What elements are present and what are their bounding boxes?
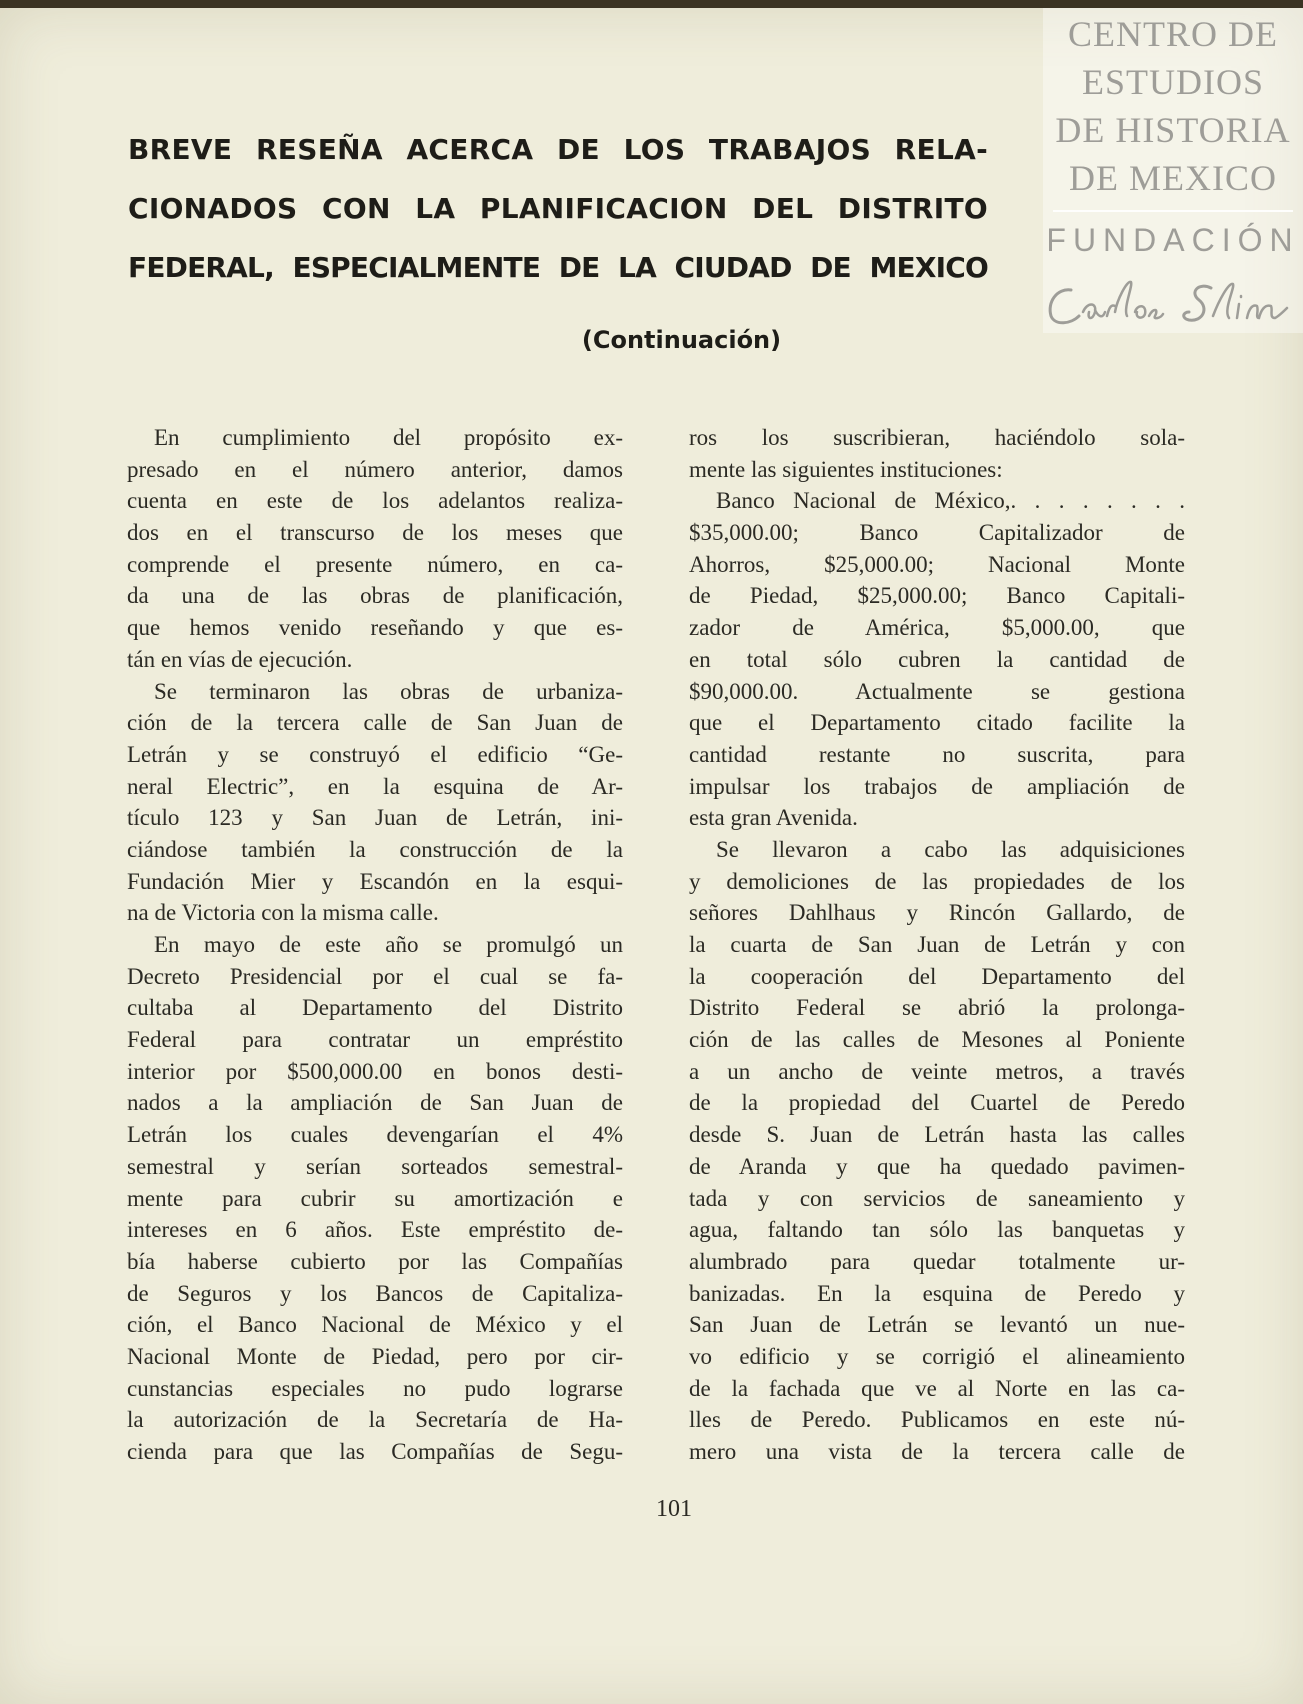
left-column-line: tículo 123 y San Juan de Letrán, ini- — [127, 805, 623, 831]
document-page — [0, 8, 1303, 1704]
right-column-line: la cuarta de San Juan de Letrán y con — [689, 932, 1185, 957]
archive-watermark — [1043, 8, 1303, 333]
left-column-line: cultaba al Departamento del Distrito — [127, 995, 623, 1021]
right-column-line: de Piedad, $25,000.00; Banco Capitali- — [689, 583, 1185, 609]
right-column-line: en total sólo cubren la cantidad de — [689, 646, 1185, 672]
right-column-line: vo edificio y se corrigió el alineamiento — [689, 1343, 1185, 1369]
watermark-line-1: CENTRO DE — [1068, 14, 1278, 54]
signature-logo — [1043, 272, 1293, 332]
left-column-line: mente para cubrir su amortización e — [127, 1185, 623, 1211]
left-column-line: nados a la ampliación de San Juan de — [127, 1090, 623, 1116]
left-column-line: Decreto Presidencial por el cual se fa- — [127, 963, 623, 989]
right-column-line: zador de América, $5,000.00, que — [689, 615, 1185, 641]
right-column-line: cantidad restante no suscrita, para — [689, 741, 1185, 767]
watermark-divider — [1053, 210, 1293, 212]
left-column-line: cienda para que las Compañías de Segu- — [127, 1439, 623, 1464]
left-column-line: cunstancias especiales no pudo lograrse — [127, 1375, 623, 1401]
left-column-line: intereses en 6 años. Este empréstito de- — [127, 1217, 623, 1243]
right-column-line: mero una vista de la tercera calle de — [689, 1439, 1185, 1464]
left-column-line: Federal para contratar un empréstito — [127, 1027, 623, 1053]
right-column-line: alumbrado para quedar totalmente ur- — [689, 1248, 1185, 1274]
right-text-column — [689, 422, 1185, 1468]
left-column-line: na de Victoria con la misma calle. — [127, 900, 439, 926]
watermark-line-3: DE HISTORIA — [1055, 110, 1291, 150]
title-line-3: FEDERAL, ESPECIALMENTE DE LA CIUDAD DE MEXICO — [128, 251, 988, 284]
right-column-line: señores Dahlhaus y Rincón Gallardo, de — [689, 900, 1185, 926]
left-column-line: dos en el transcurso de los meses que — [127, 520, 623, 546]
right-column-line: desde S. Juan de Letrán hasta las calles — [689, 1122, 1185, 1148]
right-column-line: Ahorros, $25,000.00; Nacional Monte — [689, 551, 1185, 577]
right-column-line: agua, faltando tan sólo las banquetas y — [689, 1217, 1185, 1243]
right-column-line: que el Departamento citado facilite la — [689, 710, 1185, 736]
right-column-line: ros los suscribieran, haciéndolo sola- — [689, 425, 1185, 450]
left-column-line: En cumplimiento del propósito ex- — [154, 425, 623, 450]
left-column-line: Nacional Monte de Piedad, pero por cir- — [127, 1343, 623, 1369]
left-column-line: interior por $500,000.00 en bonos desti- — [127, 1058, 623, 1084]
right-column-line: la cooperación del Departamento del — [689, 963, 1185, 989]
left-column-line: la autorización de la Secretaría de Ha- — [127, 1407, 623, 1433]
right-column-line: a un ancho de veinte metros, a través — [689, 1058, 1185, 1084]
right-column-line: y demoliciones de las propiedades de los — [689, 868, 1185, 894]
right-column-line: San Juan de Letrán se levantó un nue- — [689, 1312, 1185, 1338]
right-column-line: Distrito Federal se abrió la prolonga- — [689, 995, 1185, 1021]
left-column-line: de Seguros y los Bancos de Capitaliza- — [127, 1280, 623, 1306]
right-column-line: tada y con servicios de saneamiento y — [689, 1185, 1185, 1211]
right-column-line: de la propiedad del Cuartel de Peredo — [689, 1090, 1185, 1116]
right-column-line: ción de las calles de Mesones al Poniente — [689, 1027, 1185, 1053]
left-column-line: Se terminaron las obras de urbaniza- — [154, 678, 623, 704]
watermark-line-2: ESTUDIOS — [1081, 62, 1264, 102]
right-column-line: Banco Nacional de México,. . . . . . . . — [716, 488, 1185, 514]
left-column-line: neral Electric”, en la esquina de Ar- — [127, 773, 623, 799]
right-column-line: $35,000.00; Banco Capitalizador de — [689, 520, 1185, 546]
left-column-line: Fundación Mier y Escandón en la esqui- — [127, 868, 623, 894]
right-column-line: lles de Peredo. Publicamos en este nú- — [689, 1407, 1185, 1433]
right-column-line: Se llevaron a cabo las adquisiciones — [716, 836, 1185, 862]
left-column-line: ción, el Banco Nacional de México y el — [127, 1312, 623, 1338]
left-column-line: Letrán y se construyó el edificio “Ge- — [127, 741, 623, 767]
left-column-line: comprende el presente número, en ca- — [127, 551, 623, 577]
left-column-line: que hemos venido reseñando y que es- — [127, 615, 623, 641]
right-column-line: banizadas. En la esquina de Peredo y — [689, 1280, 1185, 1306]
watermark-line-4: DE MEXICO — [1069, 158, 1277, 198]
right-column-line: impulsar los trabajos de ampliación de — [689, 773, 1185, 799]
title-line-1: BREVE RESEÑA ACERCA DE LOS TRABAJOS RELA- — [128, 133, 988, 166]
title-line-2: CIONADOS CON LA PLANIFICACION DEL DISTRITO — [128, 192, 988, 225]
left-column-line: cuenta en este de los adelantos realiza- — [127, 488, 623, 514]
scan-top-edge — [0, 0, 1303, 8]
left-column-line: tán en vías de ejecución. — [127, 646, 353, 672]
left-column-line: En mayo de este año se promulgó un — [154, 932, 623, 957]
right-column-line: esta gran Avenida. — [689, 805, 858, 831]
left-column-line: Letrán los cuales devengarían el 4% — [127, 1122, 623, 1148]
left-column-line: presado en el número anterior, damos — [127, 456, 623, 482]
watermark-foundation: FUNDACIÓN — [1046, 222, 1300, 258]
article-subtitle: (Continuación) — [581, 326, 782, 354]
left-column-line: ciándose también la construcción de la — [127, 836, 623, 862]
right-column-line: mente las siguientes instituciones: — [689, 456, 1003, 482]
page-number: 101 — [656, 1496, 692, 1522]
right-column-line: $90,000.00. Actualmente se gestiona — [689, 678, 1185, 704]
left-column-line: ción de la tercera calle de San Juan de — [127, 710, 623, 736]
left-column-line: bía haberse cubierto por las Compañías — [127, 1248, 623, 1274]
left-text-column — [127, 422, 623, 1468]
right-column-line: de Aranda y que ha quedado pavimen- — [689, 1153, 1185, 1179]
left-column-line: da una de las obras de planificación, — [127, 583, 623, 609]
article-title — [128, 120, 988, 297]
left-column-line: semestral y serían sorteados semestral- — [127, 1153, 623, 1179]
right-column-line: de la fachada que ve al Norte en las ca- — [689, 1375, 1185, 1401]
